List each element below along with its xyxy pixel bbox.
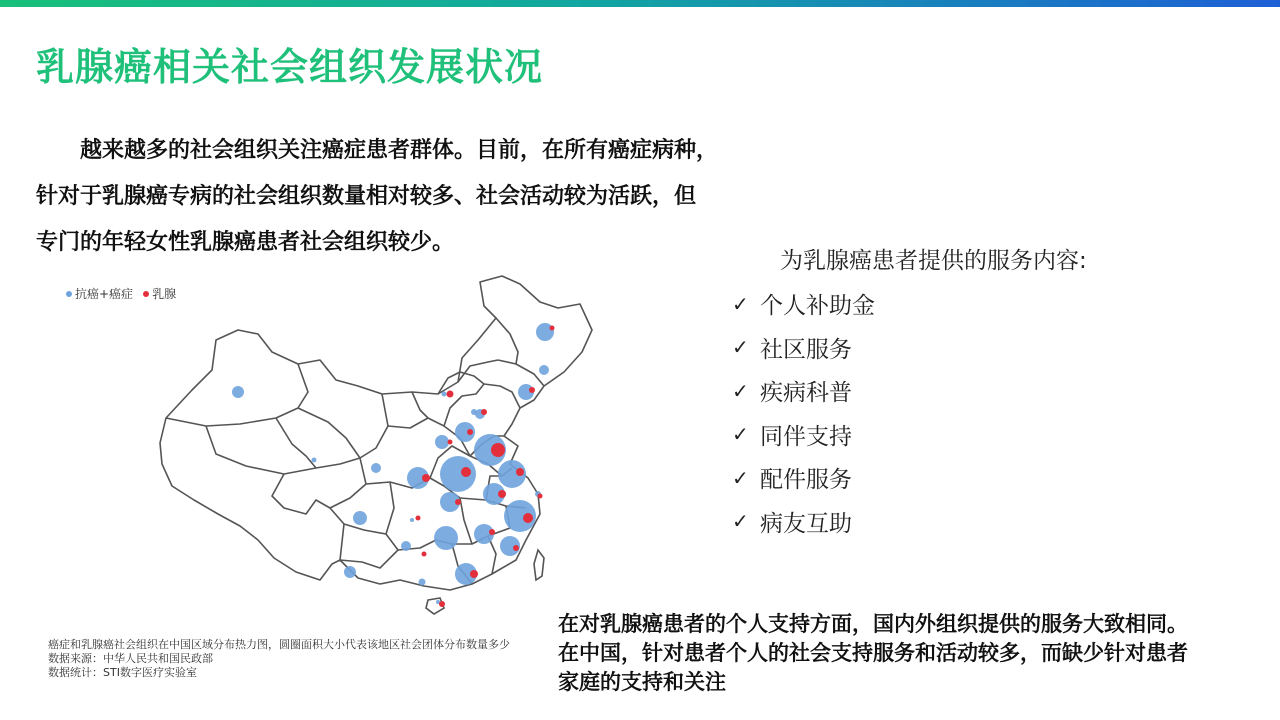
anticancer-org-dot	[410, 518, 414, 522]
breast-org-dot	[422, 474, 430, 482]
check-icon: ✓	[732, 335, 749, 360]
taiwan-outline	[534, 550, 544, 580]
anticancer-org-dot	[353, 511, 367, 525]
map-dots	[232, 323, 555, 607]
legend-item-anticancer	[66, 285, 133, 302]
legend-blue-dot-icon	[66, 291, 72, 297]
page-title: 乳腺癌相关社会组织发展状况	[36, 45, 544, 89]
anticancer-org-dot	[371, 463, 381, 473]
anticancer-org-dot	[442, 392, 447, 397]
intro-line: 针对于乳腺癌专病的社会组织数量相对较多、社会活动较为活跃，但	[36, 184, 697, 209]
services-heading: 为乳腺癌患者提供的服务内容:	[780, 248, 1087, 274]
service-label: 病友互助	[760, 510, 852, 537]
legend-label: 乳腺	[152, 287, 177, 301]
anticancer-org-dot	[232, 386, 244, 398]
breast-org-dot	[461, 467, 471, 477]
service-label: 疾病科普	[760, 380, 852, 407]
conclusion-line: 在中国，针对患者个人的社会支持服务和活动较多，而缺少针对患者	[558, 641, 1188, 665]
intro-line: 越来越多的社会组织关注癌症患者群体。目前，在所有癌症病种，	[80, 138, 719, 163]
service-item	[732, 369, 875, 413]
intro-paragraph	[36, 128, 776, 266]
china-map	[40, 268, 620, 638]
breast-org-dot	[481, 409, 487, 415]
service-item	[732, 456, 875, 500]
breast-org-dot	[470, 570, 478, 578]
anticancer-org-dot	[344, 566, 356, 578]
service-item	[732, 282, 875, 326]
anticancer-org-dot	[435, 435, 449, 449]
breast-org-dot	[447, 391, 454, 398]
map-legend	[66, 285, 176, 302]
service-item	[732, 326, 875, 370]
map-caption	[48, 638, 510, 680]
service-label: 同伴支持	[760, 423, 852, 450]
breast-org-dot	[422, 552, 427, 557]
anticancer-org-dot	[401, 541, 411, 551]
conclusion-line: 家庭的支持和关注	[558, 670, 726, 694]
anticancer-org-dot	[419, 579, 426, 586]
legend-item-breast	[143, 285, 176, 302]
breast-org-dot	[455, 499, 461, 505]
breast-org-dot	[498, 490, 506, 498]
breast-org-dot	[439, 601, 445, 607]
service-item	[732, 413, 875, 457]
conclusion-line: 在对乳腺癌患者的个人支持方面，国内外组织提供的服务大致相同。	[558, 612, 1188, 636]
anticancer-org-dot	[440, 456, 476, 492]
map-outline	[160, 276, 592, 590]
check-icon: ✓	[732, 291, 749, 316]
breast-org-dot	[523, 513, 533, 523]
conclusion-paragraph	[558, 610, 1278, 697]
breast-org-dot	[550, 326, 555, 331]
breast-org-dot	[416, 516, 421, 521]
check-icon: ✓	[732, 509, 749, 534]
service-label: 社区服务	[760, 336, 852, 363]
check-icon: ✓	[732, 465, 749, 490]
services-list	[732, 282, 875, 543]
breast-org-dot	[491, 443, 505, 457]
anticancer-org-dot	[539, 365, 549, 375]
breast-org-dot	[448, 440, 453, 445]
china-map-svg	[40, 268, 620, 638]
service-label: 配件服务	[760, 467, 852, 494]
intro-line: 专门的年轻女性乳腺癌患者社会组织较少。	[36, 230, 455, 255]
anticancer-org-dot	[312, 458, 317, 463]
check-icon: ✓	[732, 422, 749, 447]
breast-org-dot	[489, 529, 495, 535]
service-item	[732, 500, 875, 544]
caption-stats: 数据统计：STI数字医疗实验室	[48, 666, 197, 679]
breast-org-dot	[516, 468, 524, 476]
check-icon: ✓	[732, 378, 749, 403]
anticancer-org-dot	[471, 409, 477, 415]
legend-label: 抗癌+癌症	[75, 287, 134, 301]
caption-line: 癌症和乳腺癌社会组织在中国区域分布热力图，圆圈面积大小代表该地区社会团体分布数量多少	[48, 638, 510, 651]
top-accent-bar	[0, 0, 1280, 7]
breast-org-dot	[513, 545, 519, 551]
anticancer-org-dot	[434, 526, 458, 550]
service-label: 个人补助金	[760, 293, 875, 320]
breast-org-dot	[538, 494, 543, 499]
breast-org-dot	[529, 387, 535, 393]
breast-org-dot	[467, 429, 473, 435]
legend-red-dot-icon	[143, 291, 149, 297]
caption-source: 数据来源：中华人民共和国民政部	[48, 652, 213, 665]
